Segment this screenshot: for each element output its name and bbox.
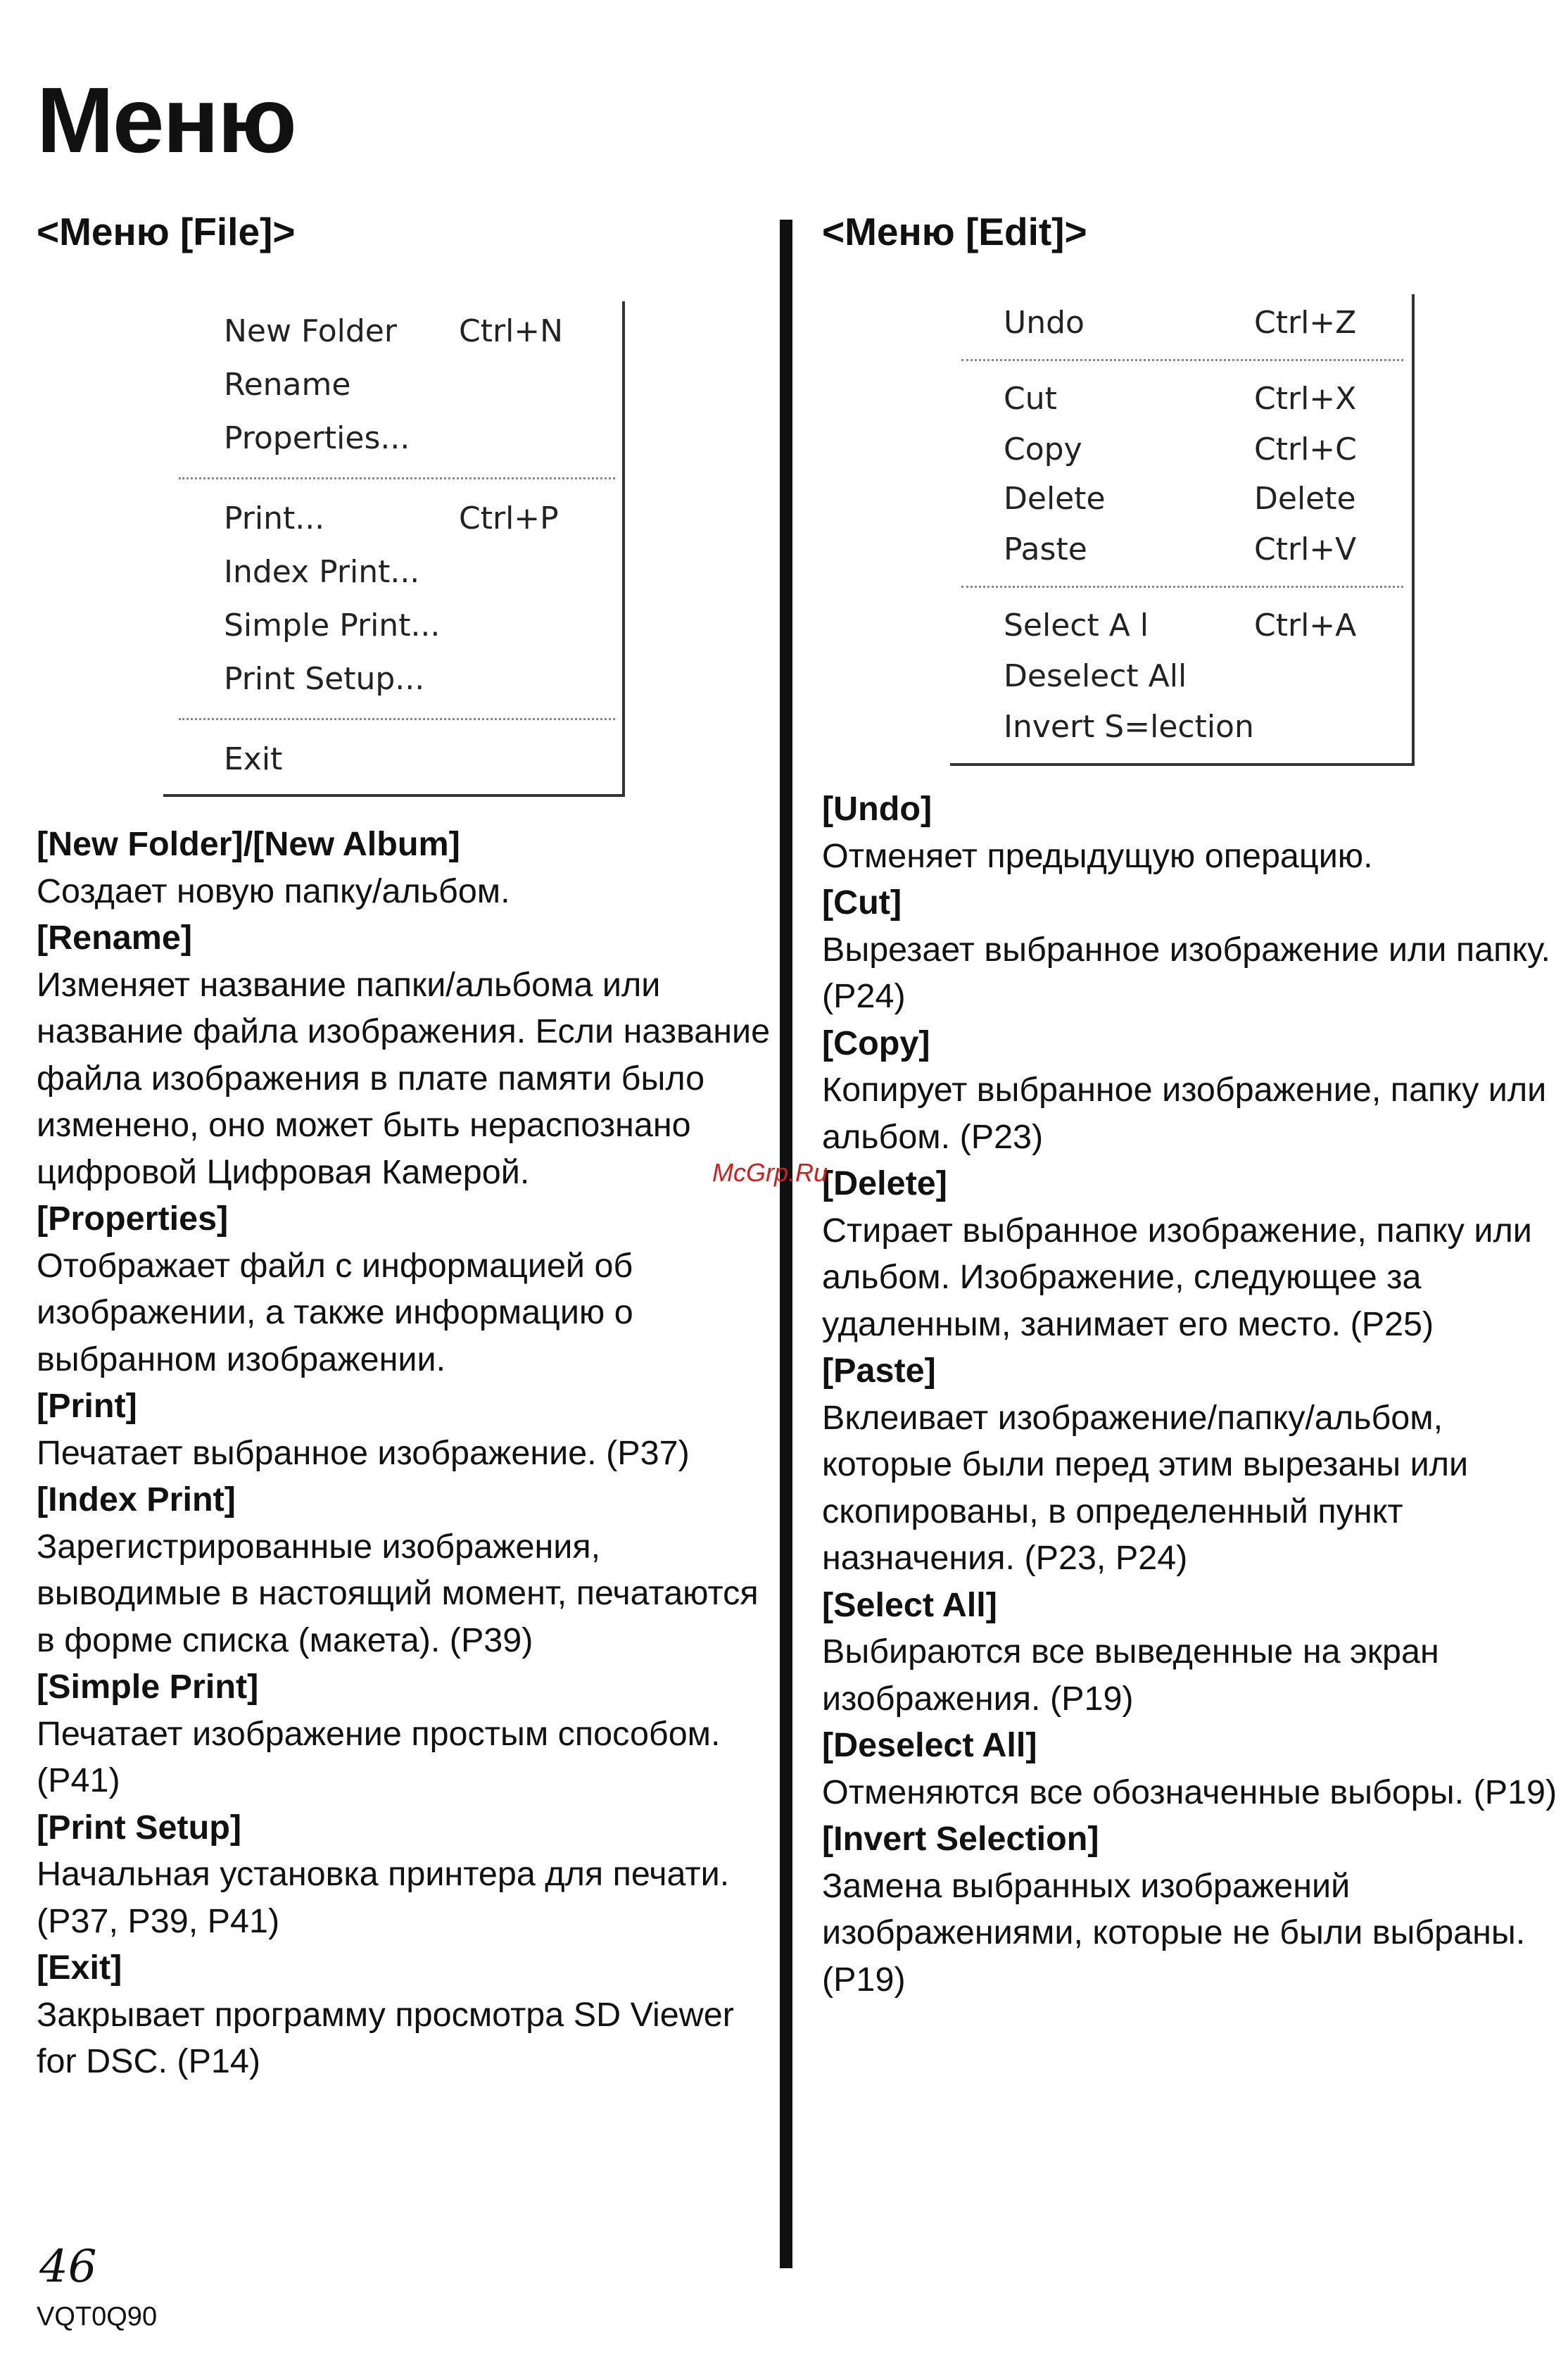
- entry-term: [Print]: [37, 1387, 137, 1425]
- entry-term: [Copy]: [822, 1024, 930, 1062]
- menu-item-label: Simple Print...: [224, 608, 441, 643]
- entry-description: Отображает файл с информацией об изображении, а также информацию о выбранном изображении.: [37, 1246, 633, 1378]
- menu-item-label: Invert S=lection: [1004, 709, 1254, 745]
- menu-item-shortcut: Ctrl+A: [1254, 608, 1357, 643]
- file-menu-descriptions: [37, 821, 783, 2085]
- entry-print-setup: [37, 1804, 783, 1945]
- menu-item-label: Copy: [1004, 432, 1082, 467]
- menu-item-shortcut: Ctrl+N: [459, 313, 564, 349]
- entry-index-print: [37, 1476, 783, 1664]
- entry-description: Вклеивает изображение/папку/альбом, которые были перед этим вырезаны или скопированы, в определенный пункт назначения. (P23, P24): [822, 1398, 1469, 1577]
- entry-description: Отменяет предыдущую операцию.: [822, 836, 1373, 875]
- entry-description: Создает новую папку/альбом.: [37, 872, 510, 910]
- entry-select-all: [822, 1582, 1568, 1723]
- entry-paste: [822, 1347, 1568, 1582]
- entry-rename: [37, 914, 783, 1195]
- watermark: McGrp.Ru: [712, 1158, 828, 1187]
- menu-item-label: Index Print...: [224, 554, 420, 590]
- file-menu-screenshot: [163, 301, 625, 797]
- entry-term: [Exit]: [37, 1949, 122, 1987]
- edit-menu-descriptions: [822, 786, 1568, 2003]
- entry-undo: [822, 786, 1568, 879]
- entry-description: Печатает изображение простым способом. (P41): [37, 1714, 721, 1799]
- entry-description: Изменяет название папки/альбома или название файла изображения. Если название файла изображения в плате памяти было изменено, оно может быть нераспознано цифровой Цифровая Камерой.: [37, 965, 771, 1191]
- menu-item-shortcut: Delete: [1254, 481, 1356, 517]
- entry-term: [New Folder]/[New Album]: [37, 825, 460, 863]
- menu-separator: [179, 718, 615, 720]
- entry-description: Копирует выбранное изображение, папку или альбом. (P23): [822, 1071, 1547, 1156]
- file-menu-heading: <Меню [File]>: [37, 210, 296, 253]
- entry-description: Выбираются все выведенные на экран изображения. (P19): [822, 1633, 1439, 1718]
- page-title: Меню: [37, 68, 296, 172]
- entry-delete: [822, 1160, 1568, 1347]
- entry-term: [Undo]: [822, 790, 932, 828]
- entry-description: Замена выбранных изображений изображениями, которые не были выбраны. (P19): [822, 1866, 1526, 1999]
- entry-description: Зарегистрированные изображения, выводимые в настоящий момент, печатаются в форме списка (макета). (P39): [37, 1527, 759, 1659]
- menu-item-label: Paste: [1004, 532, 1087, 567]
- entry-term: [Cut]: [822, 883, 902, 922]
- menu-item-shortcut: Ctrl+V: [1254, 532, 1357, 567]
- entry-term: [Index Print]: [37, 1480, 236, 1518]
- entry-description: Стирает выбранное изображение, папку или альбом. Изображение, следующее за удаленным, занимает его место. (P25): [822, 1211, 1532, 1343]
- entry-term: [Simple Print]: [37, 1668, 259, 1706]
- edit-menu-heading: <Меню [Edit]>: [822, 210, 1087, 253]
- entry-description: Отменяются все обозначенные выборы. (P19): [822, 1773, 1557, 1811]
- entry-description: Вырезает выбранное изображение или папку. (P24): [822, 930, 1551, 1015]
- menu-item-label: Cut: [1004, 381, 1057, 417]
- menu-item-shortcut: Ctrl+P: [459, 501, 559, 536]
- entry-print: [37, 1383, 783, 1476]
- entry-invert-selection: [822, 1816, 1568, 2003]
- entry-term: [Rename]: [37, 919, 192, 957]
- edit-menu-screenshot: [950, 294, 1415, 766]
- entry-term: [Select All]: [822, 1585, 997, 1624]
- menu-separator: [961, 586, 1403, 588]
- entry-description: Закрывает программу просмотра SD Viewer for DSC. (P14): [37, 1995, 734, 2080]
- entry-properties: [37, 1195, 783, 1383]
- entry-description: Начальная установка принтера для печати. (P37, P39, P41): [37, 1855, 730, 1940]
- entry-deselect-all: [822, 1722, 1568, 1816]
- entry-term: [Invert Selection]: [822, 1820, 1099, 1858]
- entry-cut: [822, 879, 1568, 1020]
- entry-simple-print: [37, 1664, 783, 1804]
- menu-item-label: Print Setup...: [224, 661, 425, 697]
- menu-item-label: Delete: [1004, 481, 1106, 517]
- entry-term: [Print Setup]: [37, 1808, 241, 1847]
- entry-exit: [37, 1944, 783, 2085]
- entry-term: [Delete]: [822, 1164, 947, 1202]
- menu-item-shortcut: Ctrl+X: [1254, 381, 1357, 417]
- entry-term: [Deselect All]: [822, 1726, 1037, 1764]
- menu-item-shortcut: Ctrl+Z: [1254, 305, 1357, 341]
- entry-term: [Paste]: [822, 1352, 936, 1390]
- menu-item-label: Exit: [224, 741, 283, 777]
- menu-separator: [961, 359, 1403, 361]
- menu-separator: [179, 477, 615, 479]
- menu-item-label: Undo: [1004, 305, 1085, 341]
- entry-term: [Properties]: [37, 1200, 229, 1238]
- entry-copy: [822, 1020, 1568, 1161]
- page-number: 46: [39, 2241, 97, 2293]
- menu-item-label: Deselect All: [1004, 658, 1187, 694]
- menu-item-shortcut: Ctrl+C: [1254, 432, 1357, 467]
- entry-new-folder: [37, 821, 783, 914]
- menu-item-label: Print...: [224, 501, 325, 536]
- entry-description: Печатает выбранное изображение. (P37): [37, 1433, 690, 1472]
- menu-item-label: Properties...: [224, 420, 410, 456]
- menu-item-label: Select A l: [1004, 608, 1149, 643]
- menu-item-label: New Folder: [224, 313, 397, 349]
- menu-item-label: Rename: [224, 367, 351, 403]
- document-code: VQT0Q90: [37, 2302, 158, 2332]
